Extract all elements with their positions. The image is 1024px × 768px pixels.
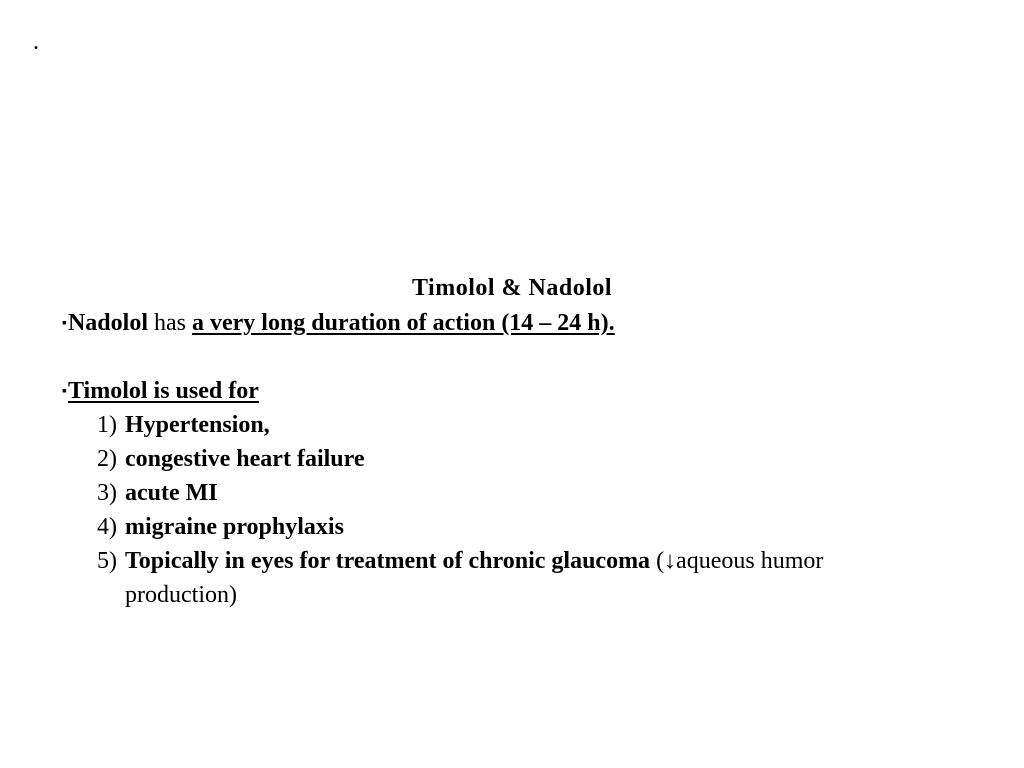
timolol-heading: Timolol is used for — [67, 378, 259, 404]
list-text: congestive heart failure — [125, 446, 365, 472]
nadolol-connector: has — [147, 310, 192, 336]
nadolol-bullet-line — [62, 307, 615, 340]
list-text: Hypertension, — [125, 412, 270, 438]
list-number: 4) — [97, 514, 117, 540]
square-bullet-icon: ▪ — [62, 384, 67, 399]
nadolol-duration: a very long duration of action (14 – 24 h). — [191, 310, 615, 336]
list-text — [125, 545, 823, 577]
list-text: acute MI — [125, 480, 218, 506]
nadolol-name: Nadolol — [67, 310, 148, 336]
glaucoma-note: (↓aqueous humor — [650, 548, 824, 574]
slide-title: Timolol & Nadolol — [411, 275, 613, 301]
timolol-bullet-line — [62, 375, 259, 408]
list-text: migraine prophylaxis — [125, 514, 344, 540]
list-number: 5) — [97, 548, 117, 574]
list-number: 2) — [97, 446, 117, 472]
list-number: 3) — [97, 480, 117, 506]
corner-dot: . — [33, 29, 39, 55]
list-number: 1) — [97, 412, 117, 438]
square-bullet-icon: ▪ — [62, 316, 67, 331]
glaucoma-note-continued: production) — [125, 582, 237, 608]
glaucoma-use: Topically in eyes for treatment of chronic glaucoma — [125, 548, 651, 574]
